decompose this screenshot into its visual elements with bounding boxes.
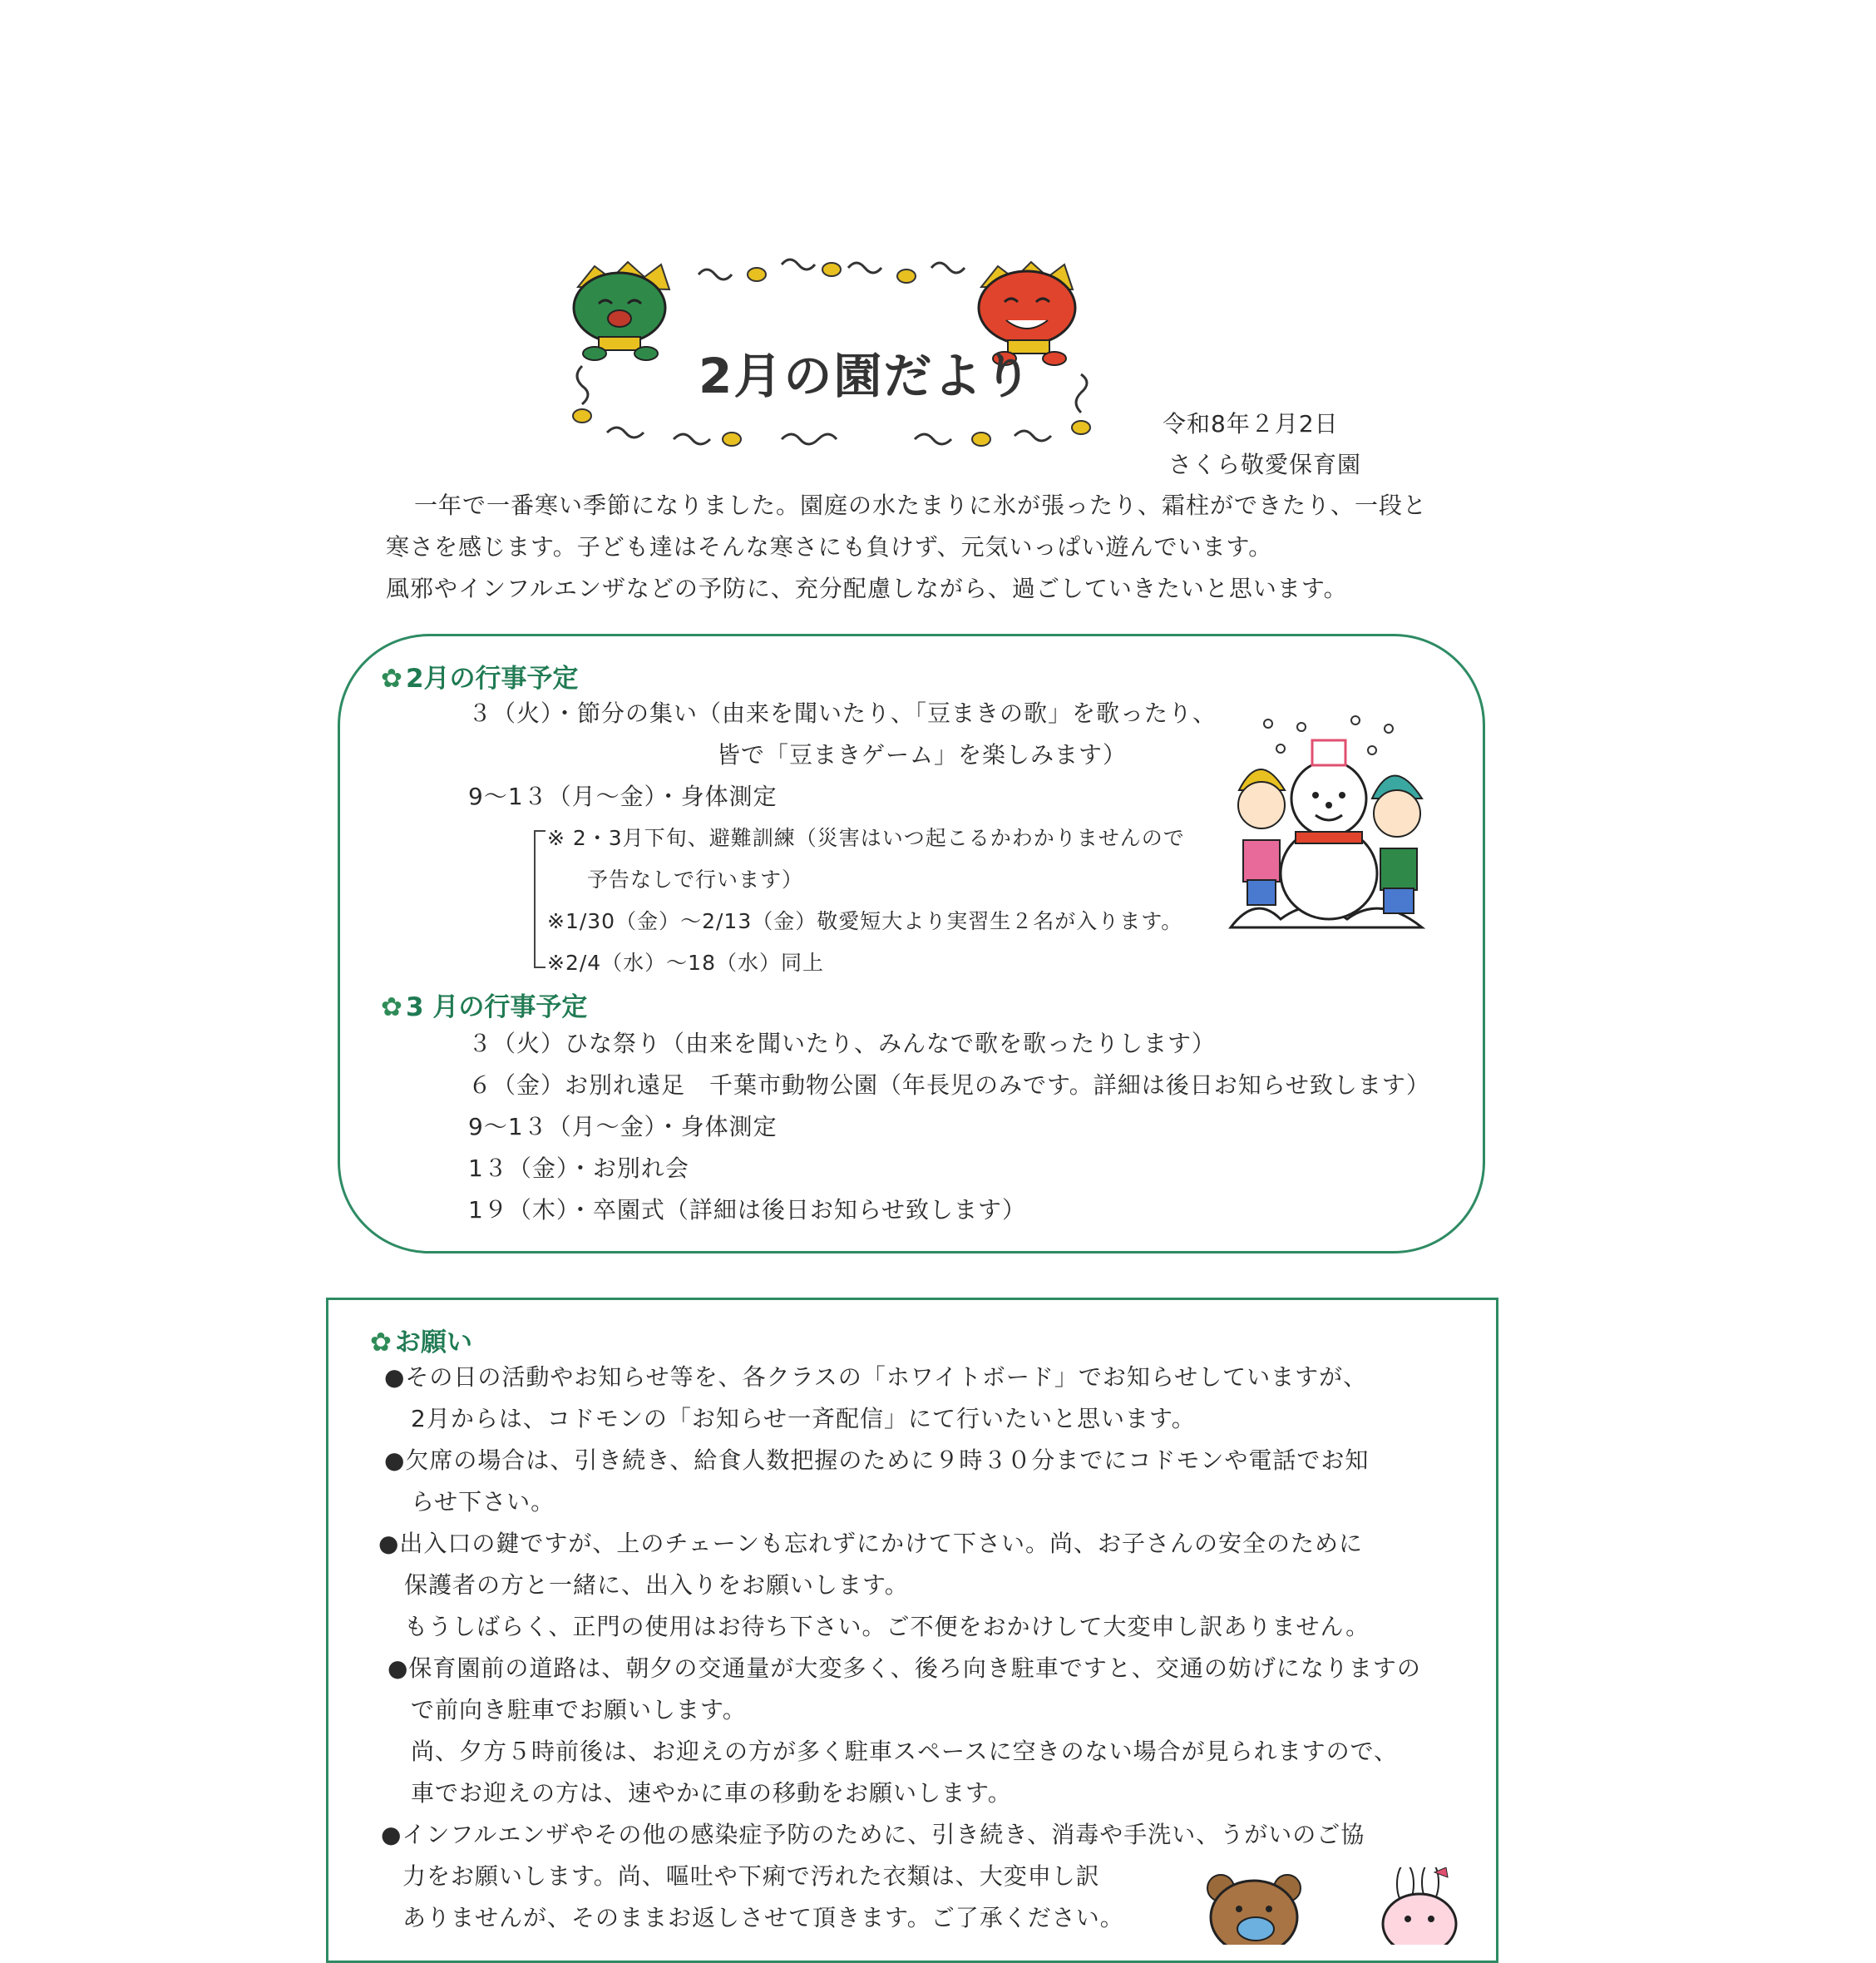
request-line-9: で前向き駐車でお願いします。	[411, 1696, 747, 1723]
intro-line-2: 寒さを感じます。子ども達はそんな寒さにも負けず、元気いっぱい遊んでいます。	[386, 533, 1273, 561]
request-line-10: 尚、夕方５時前後は、お迎えの方が多く駐車スペースに空きのない場合が見られますので、	[411, 1738, 1399, 1765]
flower-icon: ✿	[381, 992, 402, 1022]
bear-icon	[1204, 1867, 1304, 1945]
requests-heading	[370, 1321, 472, 1358]
intro-line-3: 風邪やインフルエンザなどの予防に、充分配慮しながら、過ごしていきたいと思います。	[386, 575, 1348, 602]
mar-item-5: 1９（木）・卒園式（詳細は後日お知らせ致します）	[468, 1196, 1026, 1224]
mar-heading-text: 3 月の行事予定	[405, 992, 588, 1022]
flower-icon: ✿	[370, 1328, 392, 1357]
request-line-3: ●欠席の場合は、引き続き、給食人数把握のために９時３０分までにコドモンや電話でお知	[384, 1446, 1370, 1474]
mar-item-1: ３（火）ひな祭り（由来を聞いたり、みんなで歌を歌ったりします）	[468, 1030, 1217, 1057]
request-line-6: 保護者の方と一緒に、出入りをお願いします。	[404, 1571, 909, 1599]
feb-item-1-cont: 皆で「豆まきゲーム」を楽しみます）	[717, 741, 1128, 769]
mar-item-4: 1３（金）・お別れ会	[468, 1155, 689, 1182]
feb-item-2: 9～1３（月～金）・身体測定	[468, 783, 778, 810]
feb-note-1: ※ 2・3月下旬、避難訓練（災害はいつ起こるかわかりませんので	[547, 826, 1185, 850]
request-line-2: 2月からは、コドモンの「お知らせ一斉配信」にて行いたいと思います。	[411, 1405, 1196, 1432]
request-line-5: ●出入口の鍵ですが、上のチェーンも忘れずにかけて下さい。尚、お子さんの安全のために	[378, 1530, 1364, 1557]
snowman-kids-icon	[1222, 715, 1439, 936]
feb-item-1: ３（火）・節分の集い（由来を聞いたり、「豆まきの歌」を歌ったり、	[468, 700, 1217, 727]
page-title: 2月の園だより	[699, 348, 1034, 404]
feb-note-1-cont: 予告なしで行います）	[587, 868, 804, 892]
request-line-1: ●その日の活動やお知らせ等を、各クラスの「ホワイトボード」でお知らせしていますが、	[384, 1363, 1368, 1391]
request-line-12: ●インフルエンザやその他の感染症予防のために、引き続き、消毒や手洗い、うがいのご協	[381, 1821, 1365, 1848]
request-line-4: らせ下さい。	[411, 1488, 555, 1516]
notes-bracket	[534, 830, 546, 968]
green-oni-icon	[553, 254, 694, 362]
intro-line-1: 一年で一番寒い季節になりました。園庭の水たまりに氷が張ったり、霜柱ができたり、一段と	[414, 492, 1428, 519]
mar-heading	[381, 986, 587, 1023]
requests-heading-text: お願い	[394, 1328, 472, 1357]
feb-note-2: ※1/30（金）～2/13（金）敬愛短大より実習生２名が入ります。	[547, 909, 1183, 933]
flower-icon: ✿	[381, 664, 402, 694]
request-line-11: 車でお迎えの方は、速やかに車の移動をお願いします。	[411, 1779, 1012, 1807]
issue-date: 令和8年２月2日	[1163, 410, 1339, 438]
mar-item-2: ６（金）お別れ遠足 千葉市動物公園（年長児のみです。詳細は後日お知らせ致します）	[468, 1071, 1430, 1099]
mar-item-3: 9～1３（月～金）・身体測定	[468, 1113, 778, 1140]
school-name: さくら敬愛保育園	[1168, 451, 1362, 478]
request-line-7: もうしばらく、正門の使用はお待ち下さい。ご不便をおかけして大変申し訳ありません。	[404, 1613, 1370, 1640]
feb-heading-text: 2月の行事予定	[405, 664, 579, 694]
feb-heading	[381, 657, 579, 695]
request-line-13: 力をお願いします。尚、嘔吐や下痢で汚れた衣類は、大変申し訳	[402, 1862, 1100, 1890]
rabbit-icon	[1376, 1867, 1468, 1945]
request-line-8: ●保育園前の道路は、朝夕の交通量が大変多く、後ろ向き駐車ですと、交通の妨げになりますの	[388, 1654, 1421, 1682]
feb-note-3: ※2/4（水）～18（水）同上	[547, 951, 824, 975]
request-line-14: ありませんが、そのままお返しさせて頂きます。ご了承ください。	[402, 1904, 1124, 1931]
